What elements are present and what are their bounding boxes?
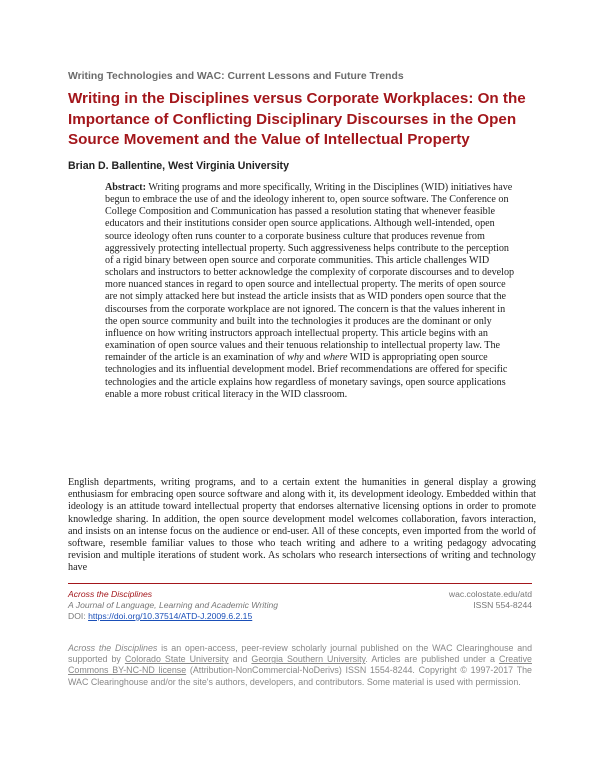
abstract-em-where: where <box>323 352 348 364</box>
license-text-1: is an open-access, peer-review scholarly journal published on the WAC Clearinghouse and supported by <box>68 643 532 665</box>
abstract-em-why: why <box>287 352 304 364</box>
gsu-link[interactable]: Georgia Southern University <box>251 654 366 665</box>
csu-link[interactable]: Colorado State University <box>124 654 229 665</box>
article-title: Writing in the Disciplines versus Corporate Workplaces: On the Importance of Conflicting Disciplinary Discourses in the Open Source Movement and the Value of Intellectual Property <box>68 90 526 148</box>
doi-line <box>68 611 388 622</box>
abstract <box>105 182 517 401</box>
abstract-label: Abstract: <box>105 182 147 193</box>
license-text-3: . Articles are published under a <box>365 654 499 665</box>
body-paragraph: English departments, writing programs, and to a certain extent the humanities in general display a growing enthusiasm for embracing open source software and along with it, its development ideology. Embedded within that ideology is an attitude toward intellectual property that endorses alternative licensing options in order to promote knowledge sharing. In addition, the open source development model welcomes collaboration, favors interaction, and insists on an intense focus on the audience or end-user. All of these concepts, even imported from the world of software, resemble familiar values to those who teach writing and adhere to a writing pedagogy advocating revision and multiple iterations of student work. As scholars who research intersections of writing and technology have <box>68 477 536 574</box>
journal-info <box>68 589 388 622</box>
journal-site: wac.colostate.edu/atd <box>448 589 532 599</box>
license-text-4: (Attribution-NonCommercial-NoDerivs) ISSN 1554-8244. Copyright © 1997-2017 The WAC Clearinghouse and/or the site's authors, developers, and contributors. Some material is used with permission. <box>68 665 532 687</box>
doi-label: DOI: <box>68 611 89 621</box>
journal-subtitle: A Journal of Language, Learning and Academic Writing <box>68 600 279 610</box>
abstract-text-1: Writing programs and more specifically, Writing in the Disciplines (WID) initiatives have begun to embrace the use of and the ideology inherent to, open source software. The Conference on College Composition and Communication has passed a resolution stating that whenever feasible educators and their institutions consider open source applications. Although well-intended, open source ideology often runs counter to a corporate business culture that produces revenue from aggressively protecting intellectual property. Such aggressiveness helps contribute to the perception of a rigid binary between open source and corporate communities. This article challenges WID scholars and instructors to better acknowledge the complexity of corporate discourses and to develop more nuanced stances in regard to open source and intellectual property. The merits of open source are not simply attacked here but instead the article insists that as WID ponders open source that the discourses from the corporate workplace are not ignored. The concern is that the values inherent in the open source community and built into the technologies it produces are the dominant or only influence on how writing instructors approach intellectual property. This article begins with an examination of open source values and their tenuous relationship to intellectual property law. The remainder of the article is an examination of <box>105 182 515 364</box>
journal-name: Across the Disciplines <box>68 589 153 599</box>
license-statement <box>68 643 532 688</box>
license-journal-name: Across the Disciplines <box>68 643 158 653</box>
license-text-2: and <box>228 654 252 665</box>
footer-divider <box>68 583 532 584</box>
abstract-and: and <box>303 352 324 364</box>
abstract-text-2: WID is appropriating open source technologies and its influential development model. Brief recommendations are offered for specific technologies and the article explains how regardless of monetary savings, open source applications enable a more robust critical literacy in the WID classroom. <box>105 352 508 400</box>
author-line: Brian D. Ballentine, West Virginia University <box>68 160 289 172</box>
series-title: Writing Technologies and WAC: Current Lessons and Future Trends <box>68 71 404 82</box>
journal-meta <box>420 589 532 611</box>
doi-link[interactable]: https://doi.org/10.37514/ATD-J.2009.6.2.15 <box>88 611 253 621</box>
cc-license-link[interactable]: Creative Commons BY-NC-ND license <box>68 654 532 676</box>
journal-issn: ISSN 554-8244 <box>473 600 532 610</box>
